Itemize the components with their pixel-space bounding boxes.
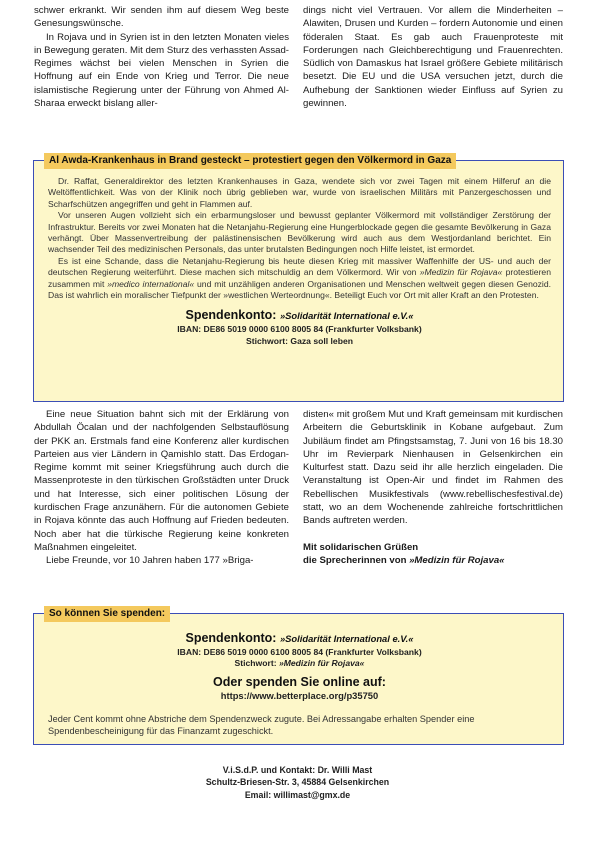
text-run: und mit unzähligen anderen Organisationen und Menschen weltweit gegen diesen Genozid. Das ist wahrlich ein moralischer Tiefpunkt der »westlichen Werteordnung«. Beteiligt Euch vor Ort mit aller Kraft an den Protesten.	[48, 278, 551, 301]
iban: IBAN: DE86 5019 0000 6100 8005 84 (Frankfurter Volksbank)	[177, 647, 422, 657]
donation-url[interactable]: https://www.betterplace.org/p35750	[220, 690, 379, 702]
donation-account-label: Spendenkonto:	[185, 631, 277, 645]
donation-account-label: Spendenkonto:	[185, 308, 277, 323]
text-run: »medico international«	[107, 278, 195, 289]
keyword: Stichwort: Gaza soll leben	[246, 335, 353, 346]
text-run: »Medizin für Rojava«	[419, 267, 503, 278]
paragraph: disten« mit großem Mut und Kraft gemeinsam mit kurdischen Arbeitern die Geburtsklinik in Kobane aufgebaut. Zum Jubiläum findet am Pfingstsamstag, 7. Juni von 16 bis 18.30 Uhr im Revierpark Nienhausen in Gelsenkirchen ein Kulturfest statt. Dazu seid ihr alle herzlich eingeladen. Die Veranstaltung ist Open-Air und findet im Rahmen des Rebellischen Musikfestivals (www.rebellischesfestival.de) statt, wo an dem Wochenende zahlreiche fortschrittlichen Bands auftreten werden.	[303, 409, 563, 527]
imprint-footer	[0, 764, 595, 801]
donation-account-line	[48, 307, 551, 324]
mid-right-column	[303, 408, 563, 567]
text-run: »Medizin für Rojava«	[409, 554, 505, 566]
gaza-appeal-title: Al Awda-Krankenhaus in Brand gesteckt – protestiert gegen den Völkermord in Gaza	[44, 153, 456, 169]
keyword-value: »Medizin für Rojava«	[278, 658, 365, 669]
donation-account-name: »Solidarität International e.V.«	[279, 633, 414, 644]
keyword-label: Stichwort:	[234, 658, 279, 669]
donation-account-name: »Solidarität International e.V.«	[279, 310, 414, 322]
keyword	[48, 658, 551, 669]
paragraph: Vor unseren Augen vollzieht sich ein erbarmungsloser und bewusst geplanter Völkermord mit vollständiger Zerstörung der Infrastruktur. Bereits vor zwei Monaten hat die Netanjahu-Regierung eine Hungerblockade gegen die gesamte Bevölkerung in Gaza verhängt. Über Massenvertreibung der palästinensischen Bevölkerung wird auch aus dem Westjordanland berichtet. Ein wachsender Teil des medizinischen Personals, das unter brutalsten Bedingungen noch Hilfe leistet, ist ermordet.	[48, 210, 551, 255]
paragraph: dings nicht viel Vertrauen. Vor allem die Minderheiten – Alawiten, Drusen und Kurden – fordern Autonomie und einen föderalen Staat. Es gab auch Frauenproteste mit Forderungen nach Gleichberechtigung und Frauenrechten. Südlich von Damaskus hat Israel größere Gebiete militärisch besetzt. Die EU und die USA versuchen jetzt, durch die Aufhebung der Sanktionen wieder Einfluss auf Syrien zu gewinnen.	[303, 5, 563, 110]
donation-box-title: So können Sie spenden:	[44, 606, 170, 622]
signature	[303, 554, 563, 567]
gaza-appeal-box	[33, 155, 564, 402]
online-donation-label: Oder spenden Sie online auf:	[213, 675, 386, 690]
paragraph: Dr. Raffat, Generaldirektor des letzten Krankenhauses in Gaza, wendete sich vor zwei Tagen mit einem Hilferuf an die Weltöffentlichkeit. Was von der Klinik noch übrig geblieben war, wurde von israelischen Militärs mit Panzergeschossen und Scharfschützen angegriffen und geht in Flammen auf.	[48, 176, 551, 209]
donation-account-line	[48, 630, 551, 647]
paragraph	[48, 256, 551, 302]
paragraph: schwer erkrankt. Wir senden ihm auf diesem Weg beste Genesungswünsche.	[34, 5, 289, 30]
donation-note: Jeder Cent kommt ohne Abstriche dem Spendenzweck zugute. Bei Adressangabe erhalten Spender eine Spendenbescheinigung für das Finanzamt zugeschickt.	[48, 714, 475, 737]
text-run: Es ist eine Schande, dass die Netanjahu-Regierung bis heute diesen Krieg mit massiver Waffenhilfe der US- und auch der deutschen Regierung weiterführt. Diese machen sich mitschuldig an dem Völkermord. Wir von	[48, 255, 551, 278]
imprint-responsible: V.i.S.d.P. und Kontakt: Dr. Willi Mast	[222, 765, 373, 775]
imprint-email[interactable]: Email: willimast@gmx.de	[244, 789, 351, 800]
text-run: die Sprecherinnen von	[303, 554, 410, 566]
mid-left-column	[34, 408, 289, 568]
greeting: Mit solidarischen Grüßen	[303, 541, 419, 553]
iban: IBAN: DE86 5019 0000 6100 8005 84 (Frankfurter Volksbank)	[177, 324, 422, 335]
imprint-address: Schultz-Briesen-Str. 3, 45884 Gelsenkirchen	[205, 777, 390, 788]
top-left-column	[34, 4, 289, 110]
paragraph: Eine neue Situation bahnt sich mit der Erklärung von Abdullah Öcalan und der nachfolgenden Selbstauflösung der PKK an. Erstmals fand eine Konferenz aller kurdischen Parteien aus vier Ländern in Qamishlo statt. Das Erdogan-Regime kommt mit seiner Kriegsführung auch durch die Massenproteste in den türkischen Großstädten unter Druck und hat Interesse, sich einer politischen Lösung der kurdischen Frage anzunähern. Für die autonomen Gebiete in Rojava könnte das auch Hoffnung auf Frieden bedeuten. Noch aber hat die türkische Regierung keine konkreten Maßnahmen eingeleitet.	[34, 409, 289, 553]
top-right-column	[303, 4, 563, 110]
paragraph: Liebe Freunde, vor 10 Jahren haben 177 »Briga-	[46, 555, 254, 567]
text-run: protestieren zusammen mit	[48, 267, 551, 289]
paragraph: In Rojava und in Syrien ist in den letzten Monaten vieles in Bewegung geraten. Mit dem Sturz des verhassten Assad-Regimes wächst bei vielen Menschen in Syrien die Hoffnung auf ein Ende von Krieg und Terror. Die neue islamistische Regierung unter der Führung von Ahmed Al-Sharaa erweckt bislang aller-	[34, 31, 289, 110]
donation-box	[33, 608, 564, 745]
